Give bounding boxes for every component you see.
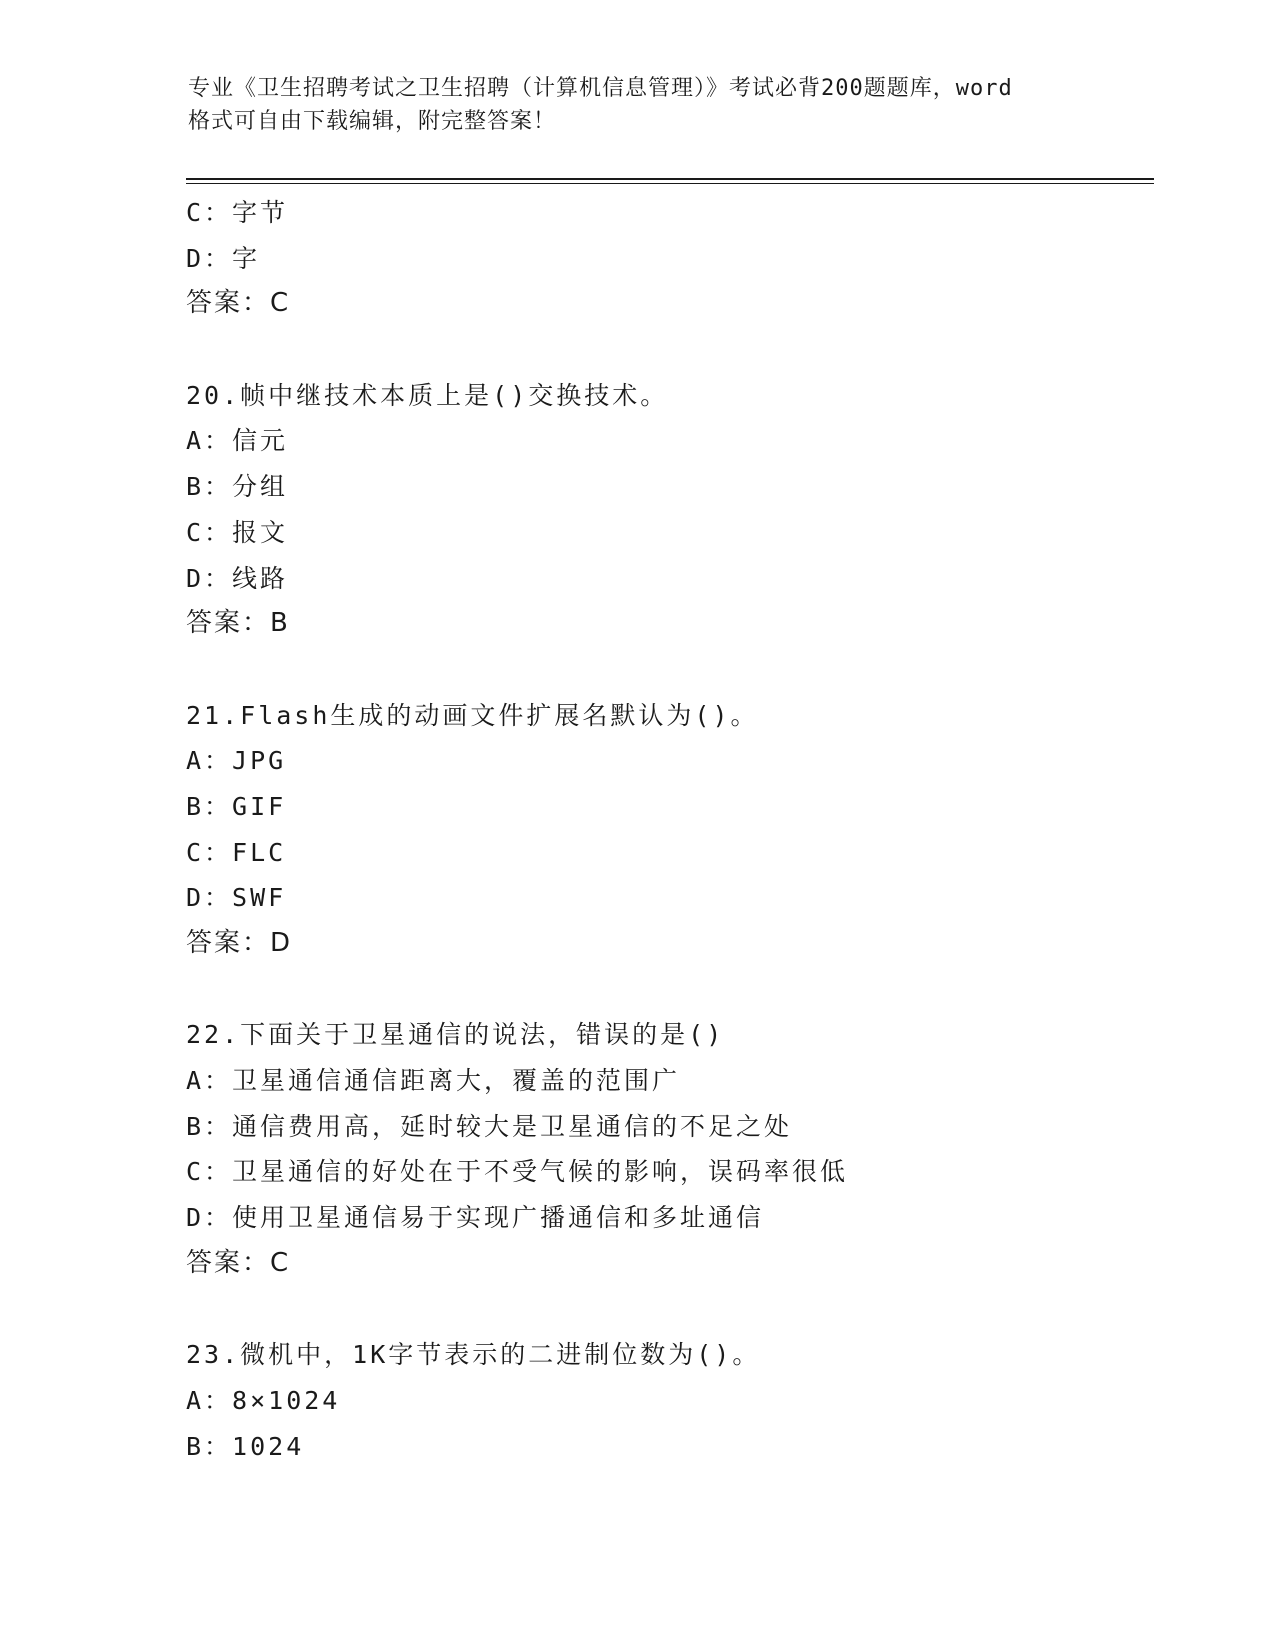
option-a: A：信元: [186, 426, 289, 456]
question-stem: 22.下面关于卫星通信的说法，错误的是(): [186, 1020, 725, 1050]
question-23: [186, 1332, 1146, 1469]
answer-line: 答案：C: [186, 288, 291, 319]
question-spacer: [186, 327, 1146, 373]
header-divider-bottom: [186, 183, 1154, 184]
option-d: D：SWF: [186, 883, 287, 913]
question-stem: 21.Flash生成的动画文件扩展名默认为()。: [186, 700, 759, 730]
option-a: A：JPG: [186, 746, 287, 776]
answer-line: 答案：D: [186, 928, 293, 958]
option-d: D：使用卫星通信易于实现广播通信和多址通信: [186, 1203, 765, 1233]
document-header: [188, 72, 1088, 138]
option-b: B：1024: [186, 1431, 305, 1461]
option-d: D：字: [186, 243, 261, 273]
option-c: C：卫星通信的好处在于不受气候的影响，误码率很低: [186, 1157, 849, 1187]
question-stem: 23.微机中，1K字节表示的二进制位数为()。: [186, 1340, 761, 1370]
header-title-line-2: 格式可自由下载编辑，附完整答案！: [188, 109, 557, 134]
option-b: B：GIF: [186, 791, 287, 821]
question-stem: 20.帧中继技术本质上是()交换技术。: [186, 380, 669, 410]
answer-line: 答案：C: [186, 1247, 291, 1278]
option-b: B：通信费用高，延时较大是卫星通信的不足之处: [186, 1111, 793, 1141]
answer-line: 答案：B: [186, 608, 290, 639]
question-spacer: [186, 1287, 1146, 1333]
option-c: C：字节: [186, 198, 289, 227]
option-a: A：8×1024: [186, 1385, 341, 1415]
option-b: B：分组: [186, 472, 289, 502]
option-c: C：FLC: [186, 837, 287, 867]
question-22: [186, 1012, 1146, 1286]
question-19-continued: [186, 190, 1146, 327]
question-21: [186, 693, 1146, 967]
question-20: [186, 373, 1146, 647]
option-d: D：线路: [186, 563, 289, 593]
option-a: A：卫星通信通信距离大，覆盖的范围广: [186, 1066, 681, 1096]
header-divider-top: [186, 178, 1154, 180]
question-spacer: [186, 967, 1146, 1013]
question-list: [186, 190, 1146, 1469]
option-c: C：报文: [186, 517, 289, 547]
header-title-line-1: 专业《卫生招聘考试之卫生招聘（计算机信息管理）》考试必背200题题库，word: [188, 76, 1013, 101]
question-spacer: [186, 647, 1146, 693]
